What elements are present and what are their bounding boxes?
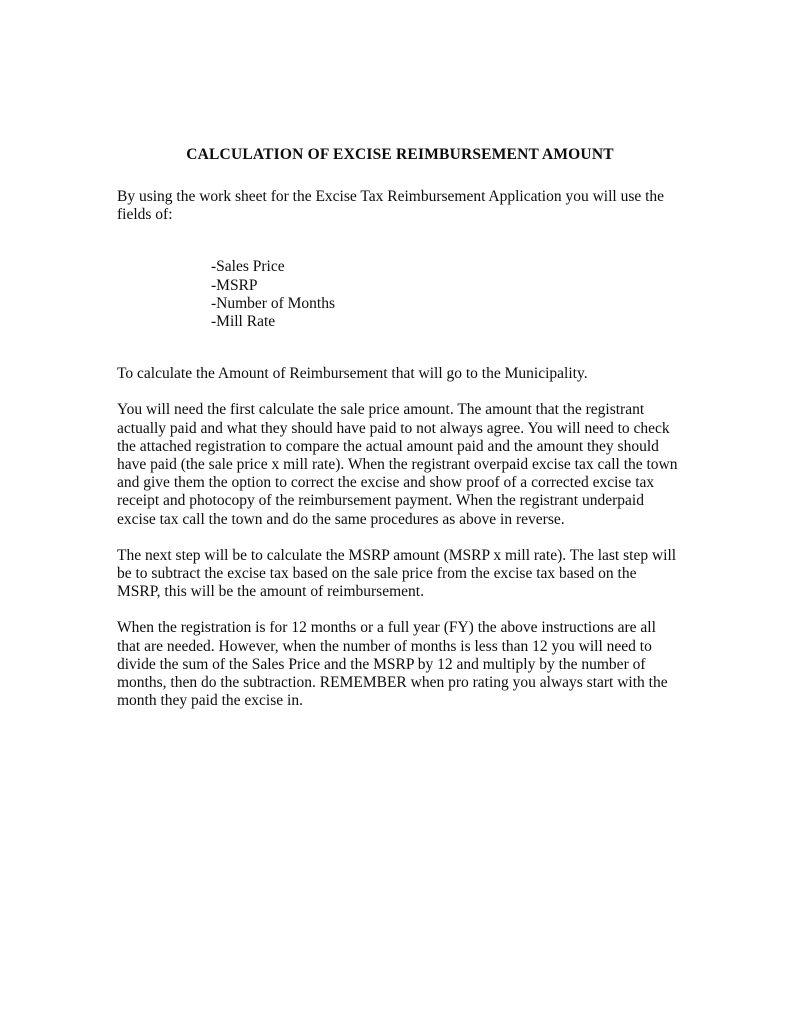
document-body — [117, 146, 683, 710]
paragraph-calculate-amount: To calculate the Amount of Reimbursement that will go to the Municipality. — [117, 365, 588, 383]
paragraph-sale-price-steps: You will need the first calculate the sale price amount. The amount that the registrant actually paid and what they should have paid to not always agree. You will need to check the attached registration to compare the actual amount paid and the amount they should have paid (the sale price x mill rate). When the registrant overpaid excise tax call the town and give them the option to correct the excise and show proof of a corrected excise tax receipt and photocopy of the reimbursement payment. When the registrant underpaid excise tax call the town and do the same procedures as above in reverse. — [117, 401, 678, 528]
list-item: -Sales Price — [211, 258, 285, 276]
fields-list — [117, 258, 683, 331]
list-item: -Number of Months — [211, 294, 335, 312]
page-title: CALCULATION OF EXCISE REIMBURSEMENT AMOUNT — [186, 146, 614, 163]
paragraph-pro-rating: When the registration is for 12 months or a full year (FY) the above instructions are all that are needed. However, when the number of months is less than 12 you will need to divide the sum of the Sales Price and the MSRP by 12 and multiply by the number of months, then do the subtraction. REMEMBER when pro rating you always start with the month they paid the excise in. — [117, 619, 668, 710]
list-item: -Mill Rate — [211, 313, 276, 331]
list-bottom-spacer — [117, 349, 683, 365]
list-top-spacer — [117, 242, 683, 258]
intro-paragraph: By using the work sheet for the Excise Tax Reimbursement Application you will use the fields of: — [117, 188, 665, 224]
list-item: -MSRP — [211, 276, 258, 294]
paragraph-msrp-steps: The next step will be to calculate the MSRP amount (MSRP x mill rate). The last step will be to subtract the excise tax based on the sale price from the excise tax based on the MSRP, this will be the amount of reimbursement. — [117, 546, 677, 601]
